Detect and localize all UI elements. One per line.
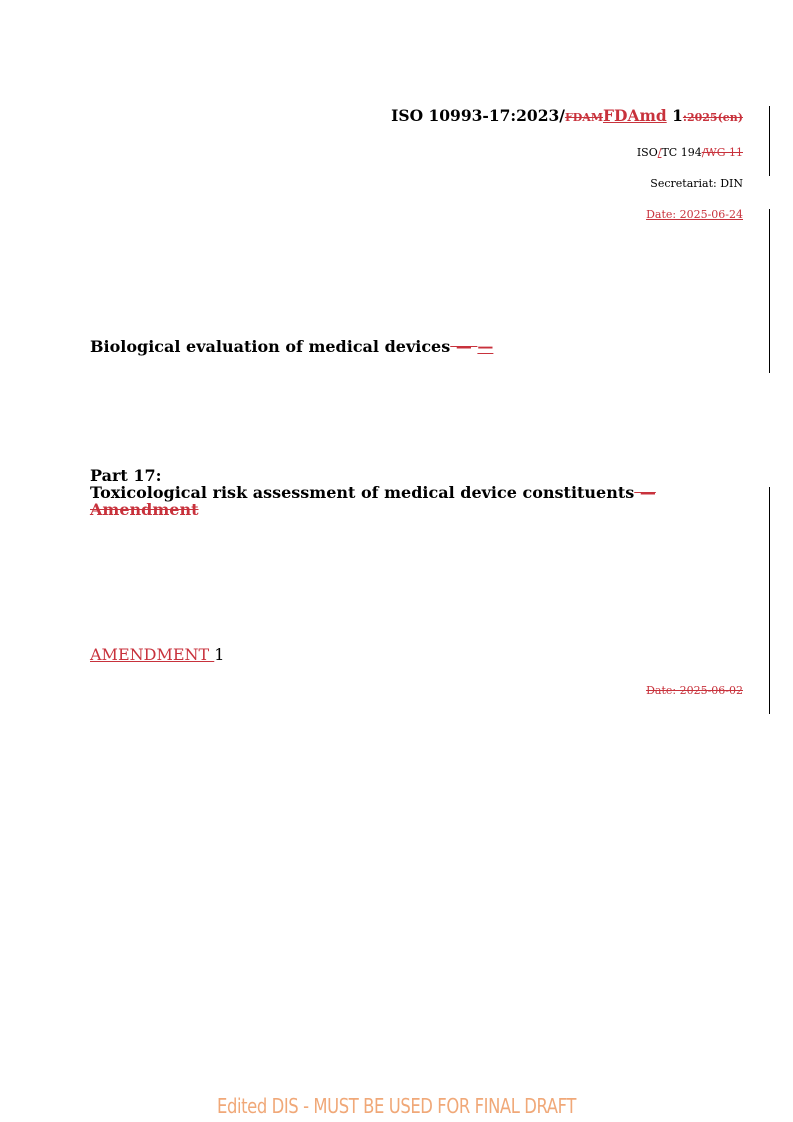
deleted-stage-code: FDAM xyxy=(564,111,603,124)
part-title-text: Toxicological risk assessment of medical device constituents xyxy=(90,483,635,502)
standard-number: ISO 10993-17:2023/ xyxy=(391,106,565,125)
deleted-title-dash: — xyxy=(450,337,478,356)
deleted-amendment-word: Amendment xyxy=(90,500,199,519)
main-title xyxy=(90,336,493,358)
inserted-title-dash: — xyxy=(477,337,494,356)
secretariat: Secretariat: DIN xyxy=(650,177,743,190)
inserted-slash: / xyxy=(657,146,662,159)
amendment-line-number: 1 xyxy=(214,645,225,664)
committee-iso: ISO xyxy=(636,146,658,159)
part-title-block xyxy=(90,467,730,518)
committee-reference xyxy=(637,145,743,160)
change-bar-title xyxy=(769,209,770,373)
deleted-year-language: :2025(en) xyxy=(682,111,743,124)
deleted-date: Date: 2025-06-02 xyxy=(646,684,743,697)
committee-tc: TC 194 xyxy=(661,146,702,159)
deleted-part-dash: — xyxy=(634,483,656,502)
inserted-stage-code: FDAmd xyxy=(603,106,667,125)
draft-stamp: Edited DIS - MUST BE USED FOR FINAL DRAFT xyxy=(217,1094,576,1118)
amendment-number: 1 xyxy=(666,106,683,125)
amendment-line xyxy=(90,644,224,666)
inserted-amendment-label: AMENDMENT xyxy=(90,645,215,664)
inserted-date: Date: 2025-06-24 xyxy=(646,208,743,221)
document-reference xyxy=(391,106,743,128)
part-title-line xyxy=(90,484,730,501)
change-bar-part xyxy=(769,487,770,714)
part-label: Part 17: xyxy=(90,466,162,485)
main-title-text: Biological evaluation of medical devices xyxy=(90,337,451,356)
change-bar-header xyxy=(769,106,770,176)
deleted-working-group: /WG 11 xyxy=(701,146,743,159)
